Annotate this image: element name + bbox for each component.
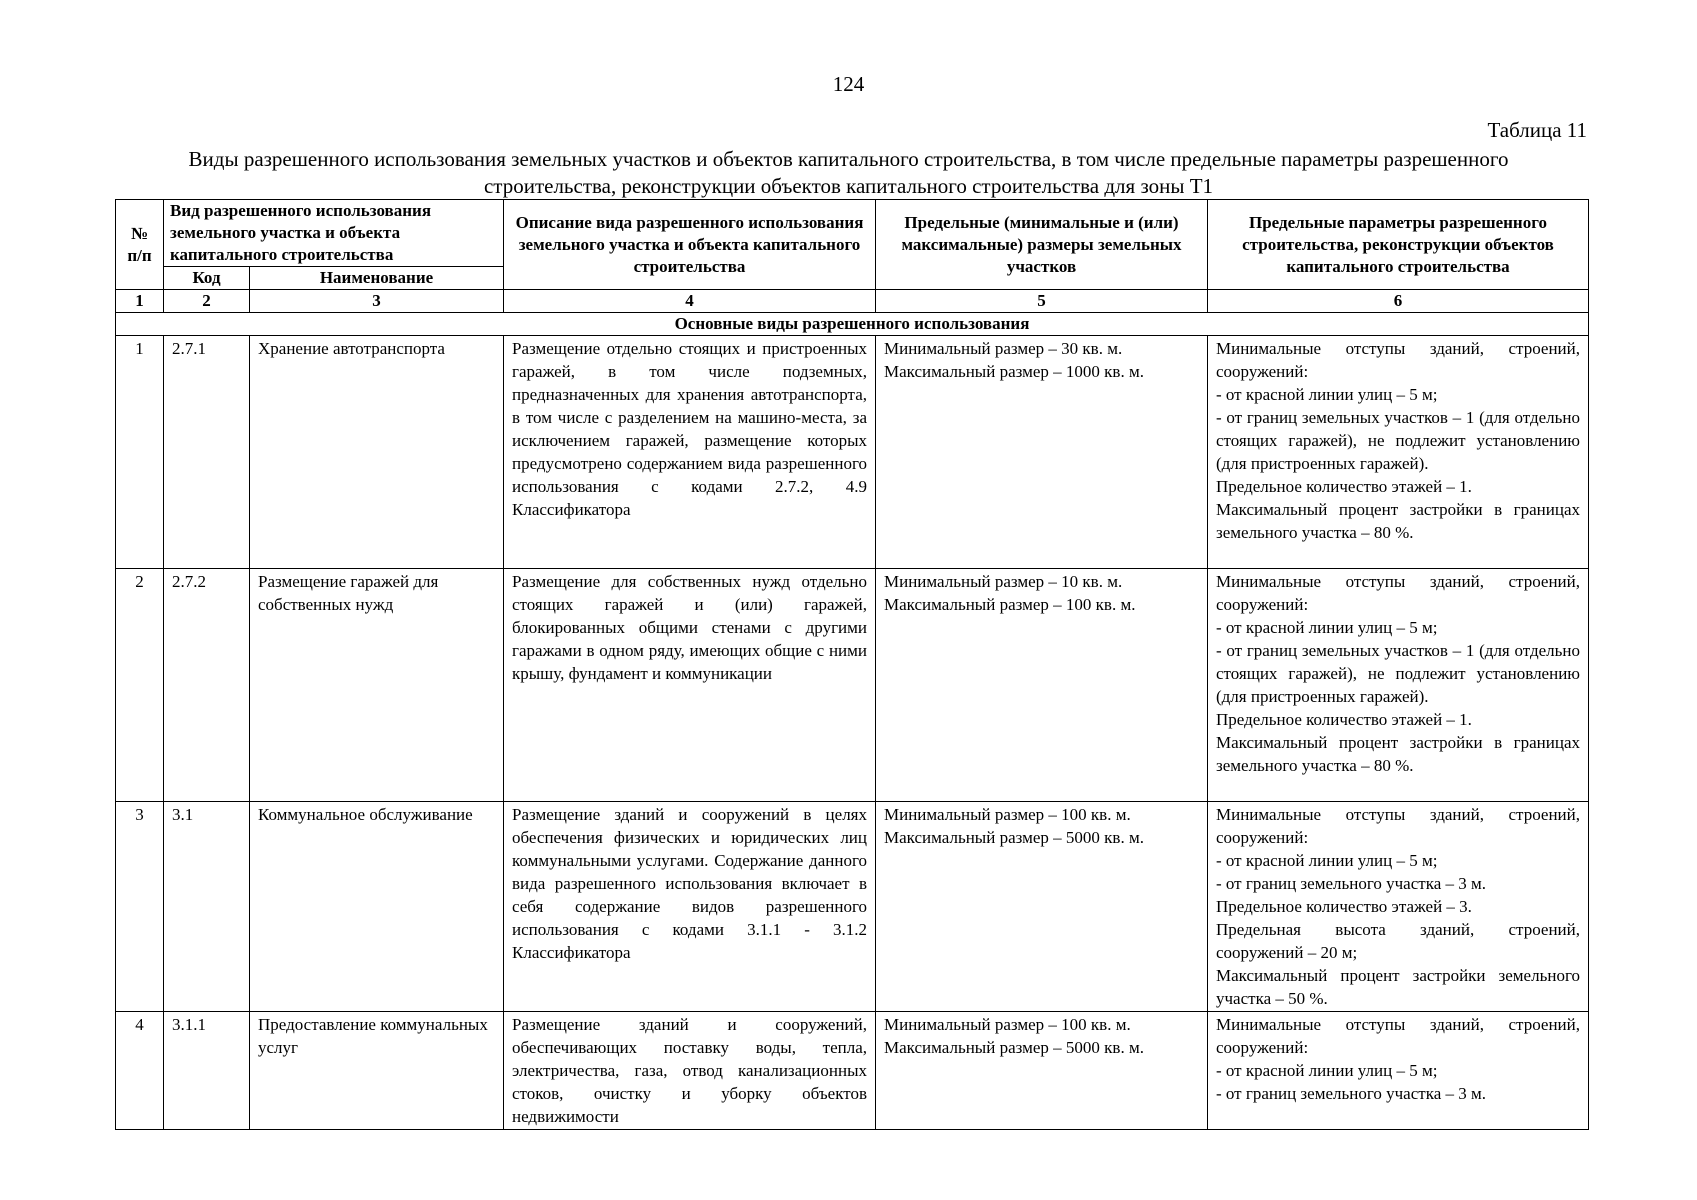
row-name: Хранение автотранспорта	[250, 336, 504, 569]
param-line: Предельная высота зданий, строений, сооружений – 20 м;	[1216, 920, 1580, 962]
row-description: Размещение зданий и сооружений в целях обеспечения физических и юридических лиц коммунальными услугами. Содержание данного вида разрешенного использования включает в себя содержание видов разрешенного использования с кодами 3.1.1 - 3.1.2 Классификатора	[504, 802, 876, 1012]
row-code: 3.1	[164, 802, 250, 1012]
section-title: Основные виды разрешенного использования	[116, 313, 1589, 336]
row-sizes: Минимальный размер – 100 кв. м. Максимальный размер – 5000 кв. м.	[876, 802, 1208, 1012]
param-line: Минимальные отступы зданий, строений, сооружений:	[1216, 339, 1580, 381]
row-code: 2.7.2	[164, 569, 250, 802]
row-description: Размещение для собственных нужд отдельно стоящих гаражей и (или) гаражей, блокированных общими стенами с другими гаражами в одном ряду, имеющих общие с ними крышу, фундамент и коммуникации	[504, 569, 876, 802]
row-params	[1208, 802, 1589, 1012]
row-num: 4	[116, 1012, 164, 1130]
column-number: 5	[876, 290, 1208, 313]
header-params: Предельные параметры разрешенного строительства, реконструкции объектов капитального строительства	[1208, 200, 1589, 290]
row-params	[1208, 1012, 1589, 1130]
param-line: - от границ земельных участков – 1 (для отдельно стоящих гаражей), не подлежит установлению (для пристроенных гаражей).	[1216, 641, 1580, 706]
param-line: Максимальный процент застройки в границах земельного участка – 80 %.	[1216, 500, 1580, 542]
param-line: Минимальные отступы зданий, строений, сооружений:	[1216, 805, 1580, 847]
param-line: - от красной линии улиц – 5 м;	[1216, 618, 1438, 637]
param-line: Предельное количество этажей – 3.	[1216, 897, 1472, 916]
row-num: 1	[116, 336, 164, 569]
param-line: Предельное количество этажей – 1.	[1216, 477, 1472, 496]
row-sizes: Минимальный размер – 10 кв. м. Максимальный размер – 100 кв. м.	[876, 569, 1208, 802]
param-line: - от границ земельных участков – 1 (для отдельно стоящих гаражей), не подлежит установлению (для пристроенных гаражей).	[1216, 408, 1580, 473]
row-code: 2.7.1	[164, 336, 250, 569]
row-name: Предоставление коммунальных услуг	[250, 1012, 504, 1130]
param-line: - от красной линии улиц – 5 м;	[1216, 851, 1438, 870]
row-code: 3.1.1	[164, 1012, 250, 1130]
row-num: 3	[116, 802, 164, 1012]
header-description: Описание вида разрешенного использования земельного участка и объекта капитального строительства	[504, 200, 876, 290]
table-title: Виды разрешенного использования земельных участков и объектов капитального строительства, в том числе предельные параметры разрешенного строительства, реконструкции объектов капитального строительства для зоны Т1	[188, 147, 1509, 198]
header-sizes: Предельные (минимальные и (или) максимальные) размеры земельных участков	[876, 200, 1208, 290]
column-number: 6	[1208, 290, 1589, 313]
row-name: Коммунальное обслуживание	[250, 802, 504, 1012]
param-line: - от границ земельного участка – 3 м.	[1216, 1084, 1486, 1103]
table-row	[116, 802, 1589, 1012]
param-line: Минимальные отступы зданий, строений, сооружений:	[1216, 1015, 1580, 1057]
param-line: Предельное количество этажей – 1.	[1216, 710, 1472, 729]
table-label: Таблица 11	[1487, 118, 1587, 142]
header-code: Код	[164, 267, 250, 290]
param-line: - от красной линии улиц – 5 м;	[1216, 1061, 1438, 1080]
header-name: Наименование	[250, 267, 504, 290]
column-number: 3	[250, 290, 504, 313]
param-line: Максимальный процент застройки в границах земельного участка – 80 %.	[1216, 733, 1580, 775]
column-number: 4	[504, 290, 876, 313]
table-row	[116, 1012, 1589, 1130]
row-sizes: Минимальный размер – 30 кв. м. Максимальный размер – 1000 кв. м.	[876, 336, 1208, 569]
row-params	[1208, 336, 1589, 569]
column-number: 2	[164, 290, 250, 313]
param-line: - от красной линии улиц – 5 м;	[1216, 385, 1438, 404]
param-line: - от границ земельного участка – 3 м.	[1216, 874, 1486, 893]
row-description: Размещение отдельно стоящих и пристроенных гаражей, в том числе подземных, предназначенных для хранения автотранспорта, в том числе с разделением на машино-места, за исключением гаражей, размещение которых предусмотрено содержанием вида разрешенного использования с кодами 2.7.2, 4.9 Классификатора	[504, 336, 876, 569]
param-line: Минимальные отступы зданий, строений, сооружений:	[1216, 572, 1580, 614]
param-line: Максимальный процент застройки земельного участка – 50 %.	[1216, 966, 1580, 1008]
row-description: Размещение зданий и сооружений, обеспечивающих поставку воды, тепла, электричества, газа, отвод канализационных стоков, очистку и уборку объектов недвижимости	[504, 1012, 876, 1130]
header-num: № п/п	[116, 200, 164, 290]
page-number: 124	[832, 72, 865, 96]
row-params	[1208, 569, 1589, 802]
row-sizes: Минимальный размер – 100 кв. м. Максимальный размер – 5000 кв. м.	[876, 1012, 1208, 1130]
table-row	[116, 569, 1589, 802]
column-number: 1	[116, 290, 164, 313]
land-use-table	[115, 199, 1589, 1130]
table-row	[116, 336, 1589, 569]
header-kind-group: Вид разрешенного использования земельного участка и объекта капитального строительства	[164, 200, 504, 267]
row-num: 2	[116, 569, 164, 802]
row-name: Размещение гаражей для собственных нужд	[250, 569, 504, 802]
